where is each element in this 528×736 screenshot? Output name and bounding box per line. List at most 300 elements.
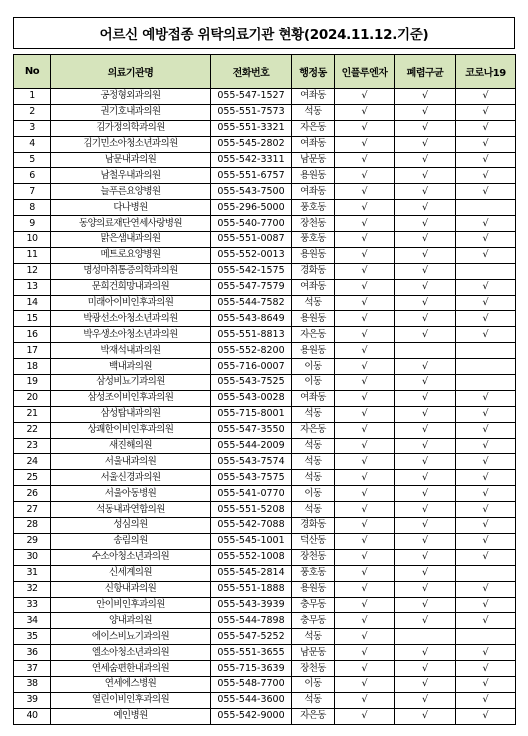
table-row: [14, 565, 516, 581]
cell-influenza: √: [335, 549, 395, 565]
cell-phone: 055-543-7574: [211, 454, 292, 470]
cell-influenza: √: [335, 533, 395, 549]
cell-pneumococcal: √: [395, 581, 456, 597]
cell-clinic-name: 삼성비뇨기과의원: [51, 375, 211, 391]
cell-district: 자은동: [292, 708, 335, 724]
table-row: [14, 200, 516, 216]
cell-covid19: √: [456, 184, 516, 200]
cell-covid19: √: [456, 232, 516, 248]
table-row: [14, 629, 516, 645]
cell-phone: 055-551-3321: [211, 120, 292, 136]
cell-phone: 055-544-2009: [211, 438, 292, 454]
cell-district: 용원동: [292, 168, 335, 184]
cell-no: 9: [14, 216, 51, 232]
cell-district: 여좌동: [292, 136, 335, 152]
cell-no: 26: [14, 486, 51, 502]
cell-covid19: √: [456, 120, 516, 136]
cell-clinic-name: 신세계의원: [51, 565, 211, 581]
cell-clinic-name: 다나병원: [51, 200, 211, 216]
cell-phone: 055-544-7898: [211, 613, 292, 629]
cell-influenza: √: [335, 375, 395, 391]
cell-clinic-name: 김기민소아청소년과의원: [51, 136, 211, 152]
cell-district: 덕산동: [292, 533, 335, 549]
cell-clinic-name: 안이비인후과의원: [51, 597, 211, 613]
cell-influenza: √: [335, 565, 395, 581]
table-row: [14, 279, 516, 295]
cell-no: 19: [14, 375, 51, 391]
table-row: [14, 692, 516, 708]
cell-influenza: √: [335, 438, 395, 454]
cell-district: 석동: [292, 104, 335, 120]
cell-influenza: √: [335, 629, 395, 645]
cell-pneumococcal: √: [395, 454, 456, 470]
cell-district: 충무동: [292, 597, 335, 613]
table-row: [14, 120, 516, 136]
table-row: [14, 470, 516, 486]
cell-clinic-name: 백내과의원: [51, 359, 211, 375]
cell-no: 35: [14, 629, 51, 645]
cell-influenza: √: [335, 168, 395, 184]
cell-influenza: √: [335, 422, 395, 438]
cell-district: 여좌동: [292, 279, 335, 295]
table-row: [14, 438, 516, 454]
cell-district: 경화동: [292, 263, 335, 279]
table-row: [14, 597, 516, 613]
cell-clinic-name: 서울아동병원: [51, 486, 211, 502]
table-row: [14, 613, 516, 629]
cell-clinic-name: 메트로요양병원: [51, 247, 211, 263]
cell-clinic-name: 삼성탑내과의원: [51, 406, 211, 422]
cell-no: 18: [14, 359, 51, 375]
cell-district: 충무동: [292, 613, 335, 629]
cell-phone: 055-551-5208: [211, 502, 292, 518]
cell-district: 경화동: [292, 518, 335, 534]
cell-covid19: √: [456, 708, 516, 724]
cell-no: 16: [14, 327, 51, 343]
cell-no: 7: [14, 184, 51, 200]
cell-clinic-name: 석동내과연합의원: [51, 502, 211, 518]
table-row: [14, 89, 516, 105]
cell-covid19: [456, 359, 516, 375]
cell-no: 4: [14, 136, 51, 152]
table-row: [14, 247, 516, 263]
cell-covid19: √: [456, 533, 516, 549]
cell-influenza: √: [335, 518, 395, 534]
cell-pneumococcal: √: [395, 502, 456, 518]
cell-covid19: √: [456, 422, 516, 438]
cell-pneumococcal: √: [395, 645, 456, 661]
header-influenza: 인플루엔자: [335, 55, 395, 89]
cell-pneumococcal: √: [395, 708, 456, 724]
cell-no: 29: [14, 533, 51, 549]
cell-influenza: √: [335, 692, 395, 708]
cell-phone: 055-542-7088: [211, 518, 292, 534]
cell-phone: 055-551-1888: [211, 581, 292, 597]
cell-no: 27: [14, 502, 51, 518]
cell-clinic-name: 신항내과의원: [51, 581, 211, 597]
cell-phone: 055-542-1575: [211, 263, 292, 279]
table-row: [14, 184, 516, 200]
clinic-table: [13, 54, 516, 725]
cell-no: 38: [14, 676, 51, 692]
cell-clinic-name: 박재석내과의원: [51, 343, 211, 359]
cell-no: 34: [14, 613, 51, 629]
cell-no: 32: [14, 581, 51, 597]
cell-pneumococcal: √: [395, 168, 456, 184]
cell-phone: 055-296-5000: [211, 200, 292, 216]
table-row: [14, 406, 516, 422]
cell-district: 여좌동: [292, 89, 335, 105]
cell-covid19: [456, 375, 516, 391]
cell-clinic-name: 삼성조이비인후과의원: [51, 390, 211, 406]
cell-influenza: √: [335, 359, 395, 375]
cell-covid19: √: [456, 613, 516, 629]
cell-district: 풍호동: [292, 565, 335, 581]
table-row: [14, 533, 516, 549]
cell-district: 장천동: [292, 661, 335, 677]
cell-district: 여좌동: [292, 184, 335, 200]
cell-district: 이동: [292, 375, 335, 391]
cell-clinic-name: 연세에스병원: [51, 676, 211, 692]
cell-pneumococcal: √: [395, 104, 456, 120]
cell-covid19: √: [456, 470, 516, 486]
cell-no: 15: [14, 311, 51, 327]
cell-district: 석동: [292, 692, 335, 708]
table-row: [14, 422, 516, 438]
table-row: [14, 232, 516, 248]
cell-phone: 055-547-7579: [211, 279, 292, 295]
table-row: [14, 708, 516, 724]
cell-clinic-name: 미래아이비인후과의원: [51, 295, 211, 311]
cell-covid19: [456, 343, 516, 359]
cell-clinic-name: 수소아청소년과의원: [51, 549, 211, 565]
cell-influenza: √: [335, 502, 395, 518]
cell-clinic-name: 상쾌한이비인후과의원: [51, 422, 211, 438]
cell-clinic-name: 맑은샘내과의원: [51, 232, 211, 248]
cell-no: 12: [14, 263, 51, 279]
cell-covid19: √: [456, 645, 516, 661]
table-row: [14, 581, 516, 597]
cell-no: 37: [14, 661, 51, 677]
cell-influenza: √: [335, 581, 395, 597]
cell-phone: 055-547-5252: [211, 629, 292, 645]
cell-influenza: √: [335, 645, 395, 661]
cell-pneumococcal: √: [395, 486, 456, 502]
cell-pneumococcal: √: [395, 470, 456, 486]
cell-no: 10: [14, 232, 51, 248]
cell-influenza: √: [335, 184, 395, 200]
table-row: [14, 327, 516, 343]
cell-pneumococcal: √: [395, 692, 456, 708]
cell-phone: 055-551-7573: [211, 104, 292, 120]
cell-clinic-name: 양내과의원: [51, 613, 211, 629]
cell-pneumococcal: √: [395, 295, 456, 311]
table-row: [14, 390, 516, 406]
cell-covid19: √: [456, 486, 516, 502]
cell-district: 용원동: [292, 311, 335, 327]
cell-influenza: √: [335, 454, 395, 470]
cell-covid19: √: [456, 89, 516, 105]
cell-influenza: √: [335, 390, 395, 406]
cell-no: 39: [14, 692, 51, 708]
cell-clinic-name: 늘푸른요양병원: [51, 184, 211, 200]
cell-no: 2: [14, 104, 51, 120]
cell-covid19: √: [456, 518, 516, 534]
cell-district: 남문동: [292, 645, 335, 661]
table-row: [14, 343, 516, 359]
cell-pneumococcal: √: [395, 247, 456, 263]
cell-covid19: √: [456, 295, 516, 311]
cell-covid19: √: [456, 676, 516, 692]
cell-district: 석동: [292, 470, 335, 486]
cell-clinic-name: 엘소아청소년과의원: [51, 645, 211, 661]
cell-phone: 055-551-0087: [211, 232, 292, 248]
cell-influenza: √: [335, 263, 395, 279]
cell-phone: 055-543-7525: [211, 375, 292, 391]
cell-covid19: √: [456, 152, 516, 168]
cell-clinic-name: 에이스비뇨기과의원: [51, 629, 211, 645]
cell-clinic-name: 송림의원: [51, 533, 211, 549]
cell-covid19: √: [456, 581, 516, 597]
cell-no: 30: [14, 549, 51, 565]
cell-district: 석동: [292, 454, 335, 470]
cell-covid19: √: [456, 692, 516, 708]
cell-influenza: √: [335, 216, 395, 232]
table-row: [14, 454, 516, 470]
cell-no: 25: [14, 470, 51, 486]
cell-clinic-name: 서울내과의원: [51, 454, 211, 470]
cell-pneumococcal: [395, 629, 456, 645]
cell-covid19: √: [456, 216, 516, 232]
cell-clinic-name: 열린이비인후과의원: [51, 692, 211, 708]
cell-influenza: √: [335, 597, 395, 613]
cell-district: 풍호동: [292, 200, 335, 216]
cell-pneumococcal: [395, 343, 456, 359]
header-clinic-name: 의료기관명: [51, 55, 211, 89]
table-row: [14, 104, 516, 120]
cell-district: 자은동: [292, 120, 335, 136]
cell-covid19: [456, 200, 516, 216]
cell-district: 풍호동: [292, 232, 335, 248]
cell-district: 용원동: [292, 581, 335, 597]
cell-no: 3: [14, 120, 51, 136]
cell-pneumococcal: √: [395, 232, 456, 248]
cell-clinic-name: 공정형외과의원: [51, 89, 211, 105]
cell-pneumococcal: √: [395, 438, 456, 454]
header-row: [14, 55, 516, 89]
cell-clinic-name: 박광선소아청소년과의원: [51, 311, 211, 327]
cell-pneumococcal: √: [395, 184, 456, 200]
cell-pneumococcal: √: [395, 136, 456, 152]
cell-no: 21: [14, 406, 51, 422]
cell-influenza: √: [335, 295, 395, 311]
cell-influenza: √: [335, 486, 395, 502]
cell-influenza: √: [335, 200, 395, 216]
table-row: [14, 168, 516, 184]
cell-covid19: √: [456, 502, 516, 518]
table-row: [14, 359, 516, 375]
table-row: [14, 263, 516, 279]
cell-covid19: √: [456, 661, 516, 677]
cell-covid19: √: [456, 454, 516, 470]
cell-influenza: √: [335, 247, 395, 263]
cell-clinic-name: 남철우내과의원: [51, 168, 211, 184]
cell-no: 5: [14, 152, 51, 168]
cell-pneumococcal: √: [395, 597, 456, 613]
cell-no: 20: [14, 390, 51, 406]
cell-pneumococcal: √: [395, 89, 456, 105]
cell-influenza: √: [335, 279, 395, 295]
cell-phone: 055-552-8200: [211, 343, 292, 359]
cell-influenza: √: [335, 232, 395, 248]
cell-clinic-name: 서울신경과의원: [51, 470, 211, 486]
cell-district: 장천동: [292, 216, 335, 232]
cell-no: 1: [14, 89, 51, 105]
table-row: [14, 152, 516, 168]
cell-phone: 055-543-7575: [211, 470, 292, 486]
cell-no: 22: [14, 422, 51, 438]
header-pneumococcal: 폐렴구균: [395, 55, 456, 89]
cell-influenza: √: [335, 120, 395, 136]
header-district: 행정동: [292, 55, 335, 89]
cell-covid19: √: [456, 390, 516, 406]
cell-district: 석동: [292, 502, 335, 518]
cell-covid19: √: [456, 549, 516, 565]
cell-district: 용원동: [292, 247, 335, 263]
cell-no: 13: [14, 279, 51, 295]
cell-covid19: √: [456, 279, 516, 295]
cell-clinic-name: 성심의원: [51, 518, 211, 534]
cell-influenza: √: [335, 104, 395, 120]
cell-phone: 055-545-2802: [211, 136, 292, 152]
cell-pneumococcal: √: [395, 279, 456, 295]
cell-pneumococcal: √: [395, 518, 456, 534]
header-no: No: [14, 55, 51, 89]
cell-phone: 055-545-1001: [211, 533, 292, 549]
cell-no: 24: [14, 454, 51, 470]
cell-pneumococcal: √: [395, 422, 456, 438]
cell-pneumococcal: √: [395, 152, 456, 168]
cell-pneumococcal: √: [395, 375, 456, 391]
table-row: [14, 295, 516, 311]
cell-covid19: √: [456, 136, 516, 152]
cell-phone: 055-551-8813: [211, 327, 292, 343]
cell-no: 28: [14, 518, 51, 534]
cell-phone: 055-716-0007: [211, 359, 292, 375]
cell-no: 40: [14, 708, 51, 724]
cell-covid19: √: [456, 597, 516, 613]
cell-district: 이동: [292, 676, 335, 692]
cell-influenza: √: [335, 406, 395, 422]
header-phone: 전화번호: [211, 55, 292, 89]
cell-pneumococcal: √: [395, 327, 456, 343]
table-body: [14, 89, 516, 725]
table-row: [14, 311, 516, 327]
cell-pneumococcal: √: [395, 613, 456, 629]
cell-district: 자은동: [292, 422, 335, 438]
cell-phone: 055-543-3939: [211, 597, 292, 613]
cell-phone: 055-551-6757: [211, 168, 292, 184]
cell-pneumococcal: √: [395, 390, 456, 406]
cell-covid19: √: [456, 104, 516, 120]
cell-influenza: √: [335, 89, 395, 105]
table-row: [14, 375, 516, 391]
cell-influenza: √: [335, 708, 395, 724]
cell-covid19: √: [456, 327, 516, 343]
table-row: [14, 216, 516, 232]
cell-pneumococcal: √: [395, 565, 456, 581]
cell-district: 남문동: [292, 152, 335, 168]
cell-influenza: √: [335, 136, 395, 152]
cell-phone: 055-552-0013: [211, 247, 292, 263]
cell-no: 23: [14, 438, 51, 454]
cell-clinic-name: 동양의료재단연세사랑병원: [51, 216, 211, 232]
cell-pneumococcal: √: [395, 549, 456, 565]
cell-influenza: √: [335, 343, 395, 359]
cell-phone: 055-548-7700: [211, 676, 292, 692]
cell-covid19: [456, 629, 516, 645]
document-title: 어르신 예방접종 위탁의료기관 현황(2024.11.12.기준): [13, 17, 515, 49]
cell-pneumococcal: √: [395, 359, 456, 375]
cell-pneumococcal: √: [395, 406, 456, 422]
table-row: [14, 136, 516, 152]
cell-clinic-name: 새진해의원: [51, 438, 211, 454]
cell-district: 용원동: [292, 343, 335, 359]
cell-clinic-name: 문희건희망내과의원: [51, 279, 211, 295]
cell-covid19: √: [456, 311, 516, 327]
cell-phone: 055-541-0770: [211, 486, 292, 502]
cell-phone: 055-715-8001: [211, 406, 292, 422]
cell-district: 이동: [292, 359, 335, 375]
cell-phone: 055-544-7582: [211, 295, 292, 311]
cell-influenza: √: [335, 311, 395, 327]
cell-phone: 055-540-7700: [211, 216, 292, 232]
cell-phone: 055-547-1527: [211, 89, 292, 105]
cell-phone: 055-543-7500: [211, 184, 292, 200]
table-row: [14, 676, 516, 692]
cell-influenza: √: [335, 661, 395, 677]
table-row: [14, 549, 516, 565]
cell-district: 이동: [292, 486, 335, 502]
cell-pneumococcal: √: [395, 216, 456, 232]
header-covid19: 코로나19: [456, 55, 516, 89]
cell-no: 14: [14, 295, 51, 311]
cell-influenza: √: [335, 327, 395, 343]
cell-no: 11: [14, 247, 51, 263]
cell-no: 8: [14, 200, 51, 216]
cell-clinic-name: 권기호내과의원: [51, 104, 211, 120]
document-sheet: [13, 17, 515, 725]
cell-no: 36: [14, 645, 51, 661]
cell-pneumococcal: √: [395, 676, 456, 692]
cell-clinic-name: 예인병원: [51, 708, 211, 724]
cell-phone: 055-552-1008: [211, 549, 292, 565]
cell-covid19: √: [456, 247, 516, 263]
cell-influenza: √: [335, 613, 395, 629]
cell-covid19: √: [456, 406, 516, 422]
table-row: [14, 486, 516, 502]
cell-pneumococcal: √: [395, 200, 456, 216]
table-row: [14, 645, 516, 661]
cell-no: 17: [14, 343, 51, 359]
cell-phone: 055-543-8649: [211, 311, 292, 327]
cell-covid19: [456, 565, 516, 581]
cell-district: 석동: [292, 629, 335, 645]
cell-covid19: [456, 263, 516, 279]
cell-clinic-name: 명성마취통증의학과의원: [51, 263, 211, 279]
cell-phone: 055-715-3639: [211, 661, 292, 677]
cell-phone: 055-542-3311: [211, 152, 292, 168]
